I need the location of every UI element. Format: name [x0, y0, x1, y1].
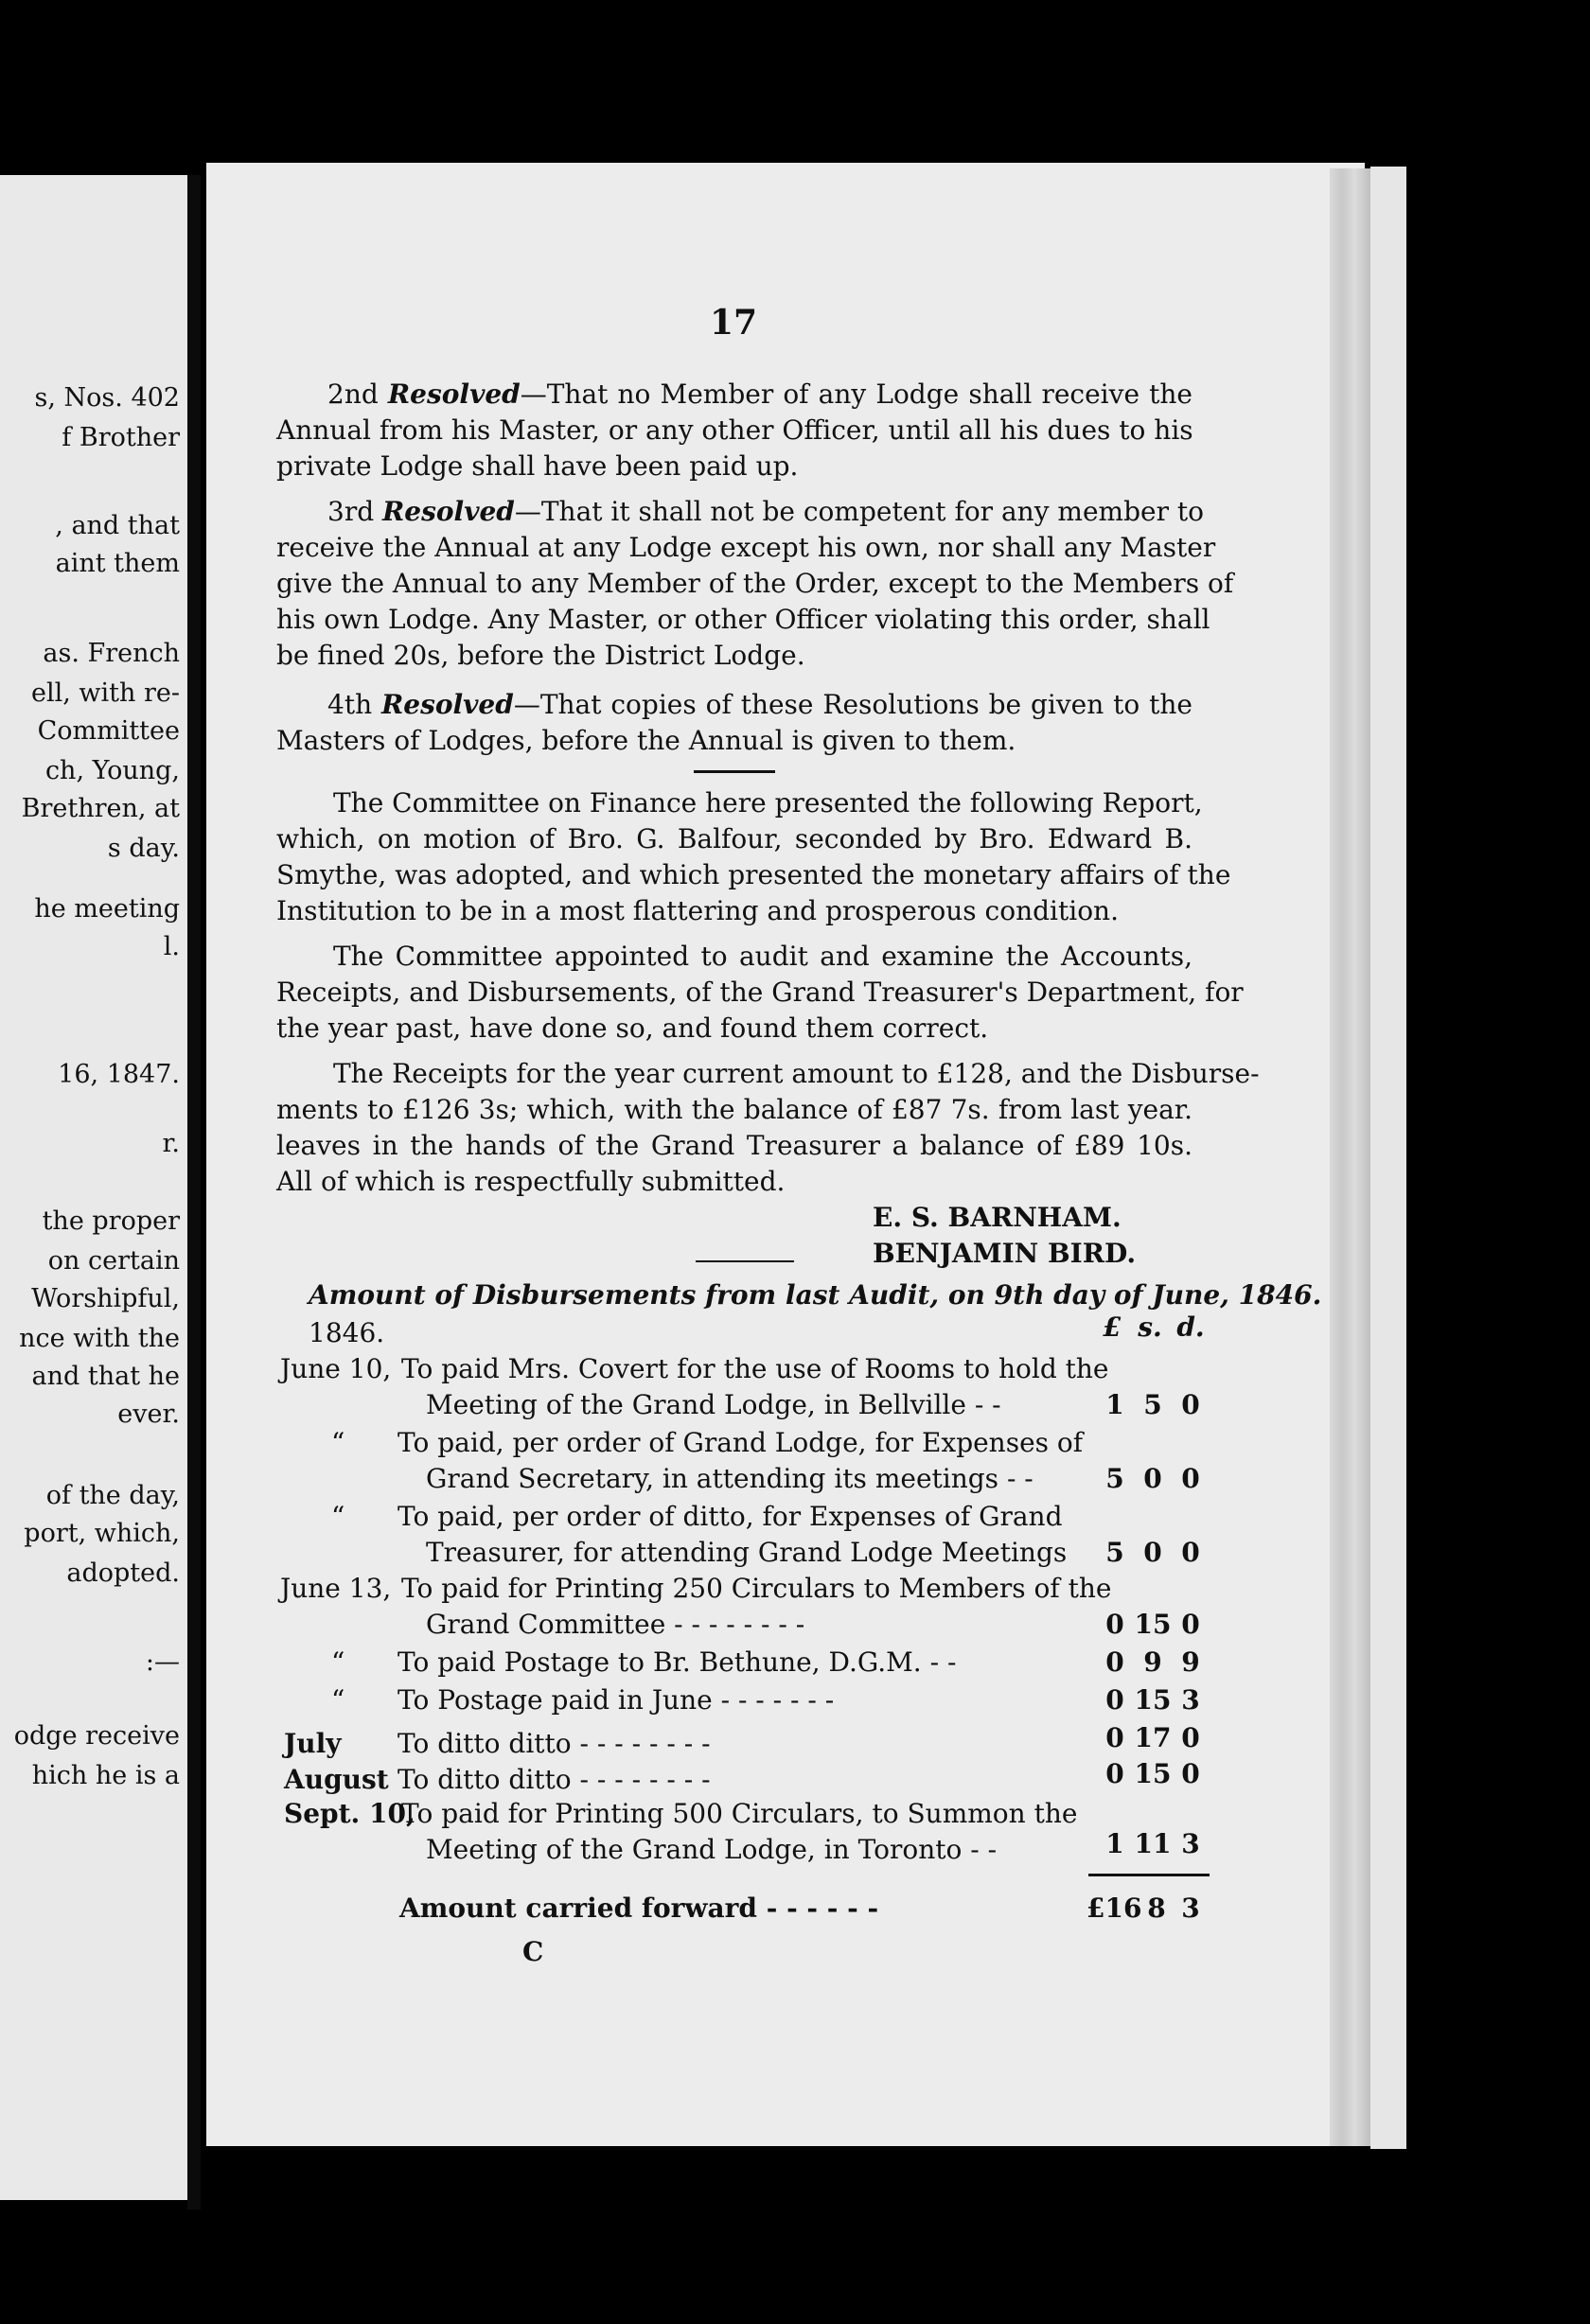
entry-pence: 0 [1181, 1463, 1200, 1494]
total-shillings: 8 [1147, 1893, 1166, 1924]
entry-text: To paid Postage to Br. Bethune, D.G.M. - - [398, 1646, 957, 1678]
left-page-text-fragment: and that he [31, 1362, 180, 1391]
paragraph-line: The Committee on Finance here presented the following Report, [333, 787, 1203, 819]
entry-pence: 0 [1181, 1758, 1200, 1789]
entry-pence: 0 [1181, 1722, 1200, 1753]
paragraph-line: give the Annual to any Member of the Order, except to the Members of [276, 568, 1234, 599]
left-page-text-fragment: s, Nos. 402 [34, 383, 180, 413]
paragraph-line: The Receipts for the year current amount to £128, and the Disburse- [333, 1058, 1260, 1089]
paragraph-line: ments to £126 3s; which, with the balance of £87 7s. from last year. [276, 1094, 1192, 1125]
book-gutter [187, 175, 201, 2210]
paragraph-line: Institution to be in a most flattering and prosperous condition. [276, 895, 1119, 926]
paragraph-line: his own Lodge. Any Master, or other Officer violating this order, shall [276, 604, 1210, 635]
left-page-text-fragment: Worshipful, [31, 1284, 180, 1313]
left-page-text-fragment: he meeting [34, 894, 180, 924]
entry-text: To paid, per order of ditto, for Expenses of Grand [398, 1501, 1063, 1532]
entry-text: To Postage paid in June - - - - - - - [398, 1684, 835, 1716]
paragraph-line: 3rd Resolved—That it shall not be competent for any member to [327, 496, 1204, 527]
left-page-text-fragment: :— [145, 1647, 180, 1677]
paragraph-line: Receipts, and Disbursements, of the Grand Treasurer's Department, for [276, 977, 1244, 1008]
entry-date: “ [331, 1684, 345, 1716]
entry-date: July [284, 1728, 342, 1759]
total-pence: 3 [1181, 1893, 1200, 1924]
left-page-text-fragment: , and that [55, 511, 180, 540]
pence-header: d. [1176, 1312, 1205, 1343]
paragraph-line: be fined 20s, before the District Lodge. [276, 640, 805, 671]
entry-date: “ [331, 1646, 345, 1678]
entry-text: To ditto ditto - - - - - - - - [398, 1764, 711, 1795]
paragraph-line: receive the Annual at any Lodge except his own, nor shall any Master [276, 532, 1216, 563]
page-number: 17 [710, 303, 758, 343]
left-page-text-fragment: ell, with re- [31, 678, 180, 708]
total-rule [1088, 1874, 1210, 1876]
left-page-text-fragment: adopted. [66, 1558, 180, 1588]
paragraph-line: 2nd Resolved—That no Member of any Lodge shall receive the [327, 379, 1193, 410]
previous-page-edge [0, 175, 187, 2200]
paragraph-line: the year past, have done so, and found them correct. [276, 1012, 989, 1044]
shillings-header: s. [1138, 1312, 1162, 1343]
entry-text: Meeting of the Grand Lodge, in Toronto - - [426, 1834, 998, 1865]
left-page-text-fragment: Brethren, at [21, 794, 180, 823]
entry-shillings: 15 [1134, 1684, 1172, 1716]
signature-mark: C [522, 1936, 544, 1967]
entry-shillings: 15 [1134, 1758, 1172, 1789]
left-page-text-fragment: on certain [47, 1246, 180, 1276]
entry-pounds: 1 [1105, 1389, 1124, 1420]
entry-text: To paid, per order of Grand Lodge, for Expenses of [398, 1427, 1084, 1458]
paragraph-line: All of which is respectfully submitted. [276, 1166, 786, 1197]
account-heading: Amount of Disbursements from last Audit, on 9th day of June, 1846. [309, 1279, 1322, 1311]
entry-text: To paid Mrs. Covert for the use of Rooms to hold the [401, 1353, 1109, 1384]
left-page-text-fragment: ever. [117, 1400, 180, 1429]
entry-pounds: 1 [1105, 1828, 1124, 1859]
left-page-text-fragment: l. [163, 932, 180, 961]
entry-pounds: 0 [1105, 1609, 1124, 1640]
total-label: Amount carried forward - - - - - - [399, 1893, 879, 1924]
entry-pence: 0 [1181, 1389, 1200, 1420]
entry-text: To paid for Printing 500 Circulars, to Summon the [401, 1798, 1078, 1829]
entry-pounds: 0 [1105, 1758, 1124, 1789]
left-page-text-fragment: aint them [55, 549, 180, 578]
entry-pence: 0 [1181, 1609, 1200, 1640]
paragraph-line: Annual from his Master, or any other Officer, until all his dues to his [276, 414, 1193, 446]
entry-text: Treasurer, for attending Grand Lodge Meetings [426, 1537, 1068, 1568]
left-page-text-fragment: s day. [107, 834, 180, 863]
left-page-text-fragment: ch, Young, [44, 756, 180, 785]
paragraph-line: Smythe, was adopted, and which presented the monetary affairs of the [276, 859, 1231, 890]
entry-pence: 3 [1181, 1828, 1200, 1859]
signature-name: BENJAMIN BIRD. [873, 1238, 1137, 1269]
pounds-header: £ [1103, 1312, 1122, 1343]
entry-text: To ditto ditto - - - - - - - - [398, 1728, 711, 1759]
entry-date: “ [331, 1427, 345, 1458]
entry-text: To paid for Printing 250 Circulars to Members of the [401, 1573, 1112, 1604]
paragraph-line: leaves in the hands of the Grand Treasurer a balance of £89 10s. [276, 1130, 1192, 1161]
page-edge [1370, 167, 1406, 2149]
entry-shillings: 11 [1134, 1828, 1172, 1859]
left-page-text-fragment: 16, 1847. [58, 1060, 180, 1089]
entry-text: Grand Secretary, in attending its meetings - - [426, 1463, 1034, 1494]
entry-text: Grand Committee - - - - - - - - [426, 1609, 805, 1640]
paragraph-line: 4th Resolved—That copies of these Resolutions be given to the [327, 689, 1192, 720]
entry-date: Sept. 10, [284, 1798, 415, 1829]
left-page-text-fragment: r. [162, 1129, 180, 1158]
entry-shillings: 0 [1143, 1463, 1162, 1494]
signature-rule [696, 1260, 794, 1262]
paragraph-line: which, on motion of Bro. G. Balfour, seconded by Bro. Edward B. [276, 823, 1192, 854]
entry-pounds: 5 [1105, 1537, 1124, 1568]
entry-pence: 9 [1181, 1646, 1200, 1678]
left-page-text-fragment: hich he is a [31, 1761, 180, 1790]
left-page-text-fragment: the proper [42, 1206, 180, 1236]
entry-pounds: 0 [1105, 1722, 1124, 1753]
entry-date: “ [331, 1501, 345, 1532]
left-page-text-fragment: f Brother [62, 423, 180, 452]
entry-pence: 0 [1181, 1537, 1200, 1568]
left-page-text-fragment: port, which, [24, 1519, 180, 1548]
entry-date: August [284, 1764, 389, 1795]
paragraph-line: The Committee appointed to audit and examine the Accounts, [333, 941, 1192, 972]
entry-date: June 13, [280, 1573, 392, 1604]
entry-pounds: 0 [1105, 1646, 1124, 1678]
entry-date: June 10, [280, 1353, 392, 1384]
left-page-text-fragment: odge receive [13, 1721, 180, 1751]
left-page-text-fragment: of the day, [45, 1481, 180, 1510]
entry-pence: 3 [1181, 1684, 1200, 1716]
left-page-text-fragment: nce with the [19, 1324, 180, 1353]
entry-shillings: 5 [1143, 1389, 1162, 1420]
entry-pounds: 5 [1105, 1463, 1124, 1494]
signature-name: E. S. BARNHAM. [873, 1202, 1122, 1233]
paragraph-line: Masters of Lodges, before the Annual is given to them. [276, 725, 1016, 756]
entry-pounds: 0 [1105, 1684, 1124, 1716]
left-page-text-fragment: as. French [43, 639, 180, 668]
account-year: 1846. [309, 1317, 385, 1348]
entry-shillings: 0 [1143, 1537, 1162, 1568]
paragraph-line: private Lodge shall have been paid up. [276, 450, 799, 482]
section-divider [694, 770, 775, 773]
entry-shillings: 9 [1143, 1646, 1162, 1678]
entry-shillings: 15 [1134, 1609, 1172, 1640]
total-pounds: £16 [1086, 1893, 1142, 1924]
entry-shillings: 17 [1134, 1722, 1172, 1753]
entry-text: Meeting of the Grand Lodge, in Bellville - - [426, 1389, 1001, 1420]
left-page-text-fragment: Committee [37, 716, 180, 746]
page-edge-shadow [1330, 168, 1371, 2146]
